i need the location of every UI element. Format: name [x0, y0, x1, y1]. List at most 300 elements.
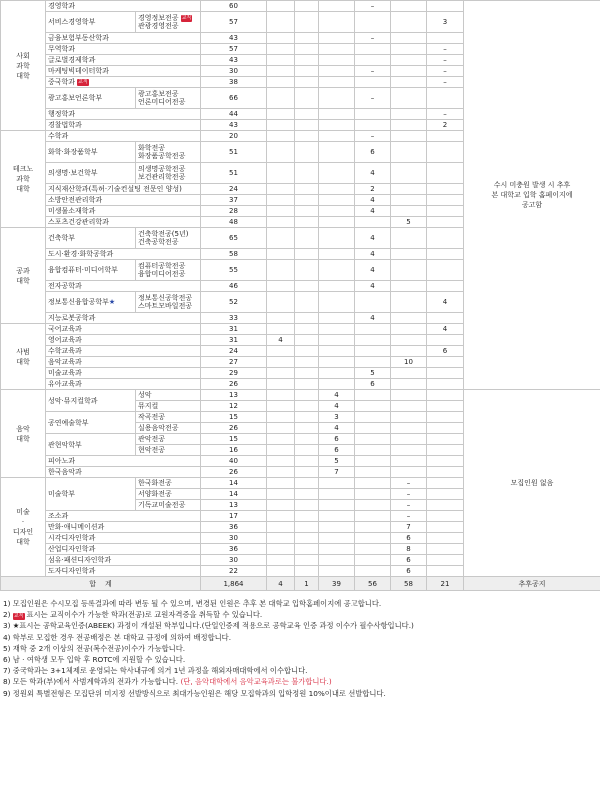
value-cell: 6	[319, 445, 355, 456]
value-cell	[427, 281, 464, 292]
value-cell	[427, 544, 464, 555]
value-cell	[319, 55, 355, 66]
value-cell	[391, 412, 427, 423]
department-label: 전자공학과	[48, 282, 82, 290]
value-cell	[267, 324, 295, 335]
department-label: 금융보험부동산학과	[48, 34, 109, 42]
department-label: 지능로봇공학과	[48, 314, 96, 322]
value-cell	[427, 335, 464, 346]
department-name	[46, 249, 201, 260]
value-cell: 4	[355, 260, 391, 281]
value-cell	[267, 33, 295, 44]
value-cell	[295, 566, 319, 577]
value-cell	[319, 163, 355, 184]
department-name	[46, 281, 201, 292]
department-name	[46, 163, 136, 184]
major-name: 한국화전공	[136, 478, 201, 489]
value-cell: 2	[427, 120, 464, 131]
value-cell	[391, 467, 427, 478]
value-cell: –	[427, 66, 464, 77]
value-cell: –	[427, 55, 464, 66]
value-cell	[391, 120, 427, 131]
value-cell: 8	[391, 544, 427, 555]
value-cell	[355, 412, 391, 423]
value-cell	[319, 346, 355, 357]
value-cell: 6	[391, 533, 427, 544]
value-cell	[319, 357, 355, 368]
value-cell	[427, 217, 464, 228]
quota-cell: 20	[201, 131, 267, 142]
note-1: 1) 모집인원은 수시모집 등록결과에 따라 변동 될 수 있으며, 변경된 인원은 추후 본 대학교 입학홈페이지에 공고합니다.	[3, 599, 382, 608]
department-label: 영어교육과	[48, 336, 82, 344]
value-cell	[355, 77, 391, 88]
value-cell	[427, 511, 464, 522]
value-cell	[355, 120, 391, 131]
value-cell	[267, 142, 295, 163]
value-cell: 7	[391, 522, 427, 533]
department-label: 지식재산학과(특허·기술컨설팅 전문인 양성)	[48, 185, 182, 193]
value-cell	[267, 456, 295, 467]
value-cell	[427, 368, 464, 379]
value-cell	[391, 313, 427, 324]
value-cell	[295, 467, 319, 478]
total-label: 합 계	[1, 577, 201, 591]
department-name	[46, 1, 201, 12]
note-4: 4) 학부로 모집한 경우 전공배정은 본 대학교 규정에 의하여 배정합니다.	[3, 632, 232, 642]
value-cell: 6	[319, 434, 355, 445]
value-cell	[295, 55, 319, 66]
value-cell	[355, 522, 391, 533]
value-cell	[319, 522, 355, 533]
department-name	[46, 12, 136, 33]
value-cell	[267, 357, 295, 368]
value-cell	[427, 533, 464, 544]
value-cell: –	[355, 66, 391, 77]
value-cell	[295, 401, 319, 412]
value-cell	[427, 142, 464, 163]
quota-cell: 24	[201, 184, 267, 195]
quota-cell: 17	[201, 511, 267, 522]
department-label: 융합컴퓨터·미디어학부	[48, 266, 118, 274]
quota-cell: 44	[201, 109, 267, 120]
value-cell	[295, 206, 319, 217]
value-cell: –	[355, 1, 391, 12]
value-cell	[355, 467, 391, 478]
department-name	[46, 217, 201, 228]
department-label: 글로벌경제학과	[48, 56, 96, 64]
department-label: 음악교육과	[48, 358, 82, 366]
department-label: 조소과	[48, 512, 69, 520]
department-name	[46, 368, 201, 379]
value-cell: –	[427, 109, 464, 120]
value-cell: 4	[355, 228, 391, 249]
value-cell	[355, 357, 391, 368]
value-cell	[319, 206, 355, 217]
value-cell	[267, 390, 295, 401]
value-cell	[427, 260, 464, 281]
value-cell	[391, 281, 427, 292]
value-cell	[427, 555, 464, 566]
quota-cell: 36	[201, 544, 267, 555]
teaching-badge-icon: 교직	[78, 78, 88, 85]
department-label: 도시·환경·화학공학과	[48, 250, 114, 258]
college-name: 사범 대학	[1, 324, 46, 390]
note-8-text: 8) 모든 학과(부)에서 사범계학과의 전과가 가능합니다.	[3, 677, 179, 687]
value-cell	[391, 292, 427, 313]
department-name	[46, 206, 201, 217]
value-cell: 4	[355, 313, 391, 324]
value-cell	[391, 44, 427, 55]
value-cell	[267, 412, 295, 423]
value-cell	[391, 390, 427, 401]
value-cell	[391, 131, 427, 142]
department-name	[46, 324, 201, 335]
value-cell: 3	[319, 412, 355, 423]
value-cell	[267, 313, 295, 324]
value-cell: –	[427, 77, 464, 88]
value-cell: 4	[355, 195, 391, 206]
value-cell	[391, 423, 427, 434]
quota-cell: 16	[201, 445, 267, 456]
value-cell	[295, 109, 319, 120]
value-cell	[319, 292, 355, 313]
department-name	[46, 313, 201, 324]
department-label: 서비스경영학부	[48, 18, 96, 26]
total-value: 39	[319, 577, 355, 591]
value-cell: 10	[391, 357, 427, 368]
total-note: 추후공지	[464, 577, 600, 591]
quota-cell: 26	[201, 379, 267, 390]
quota-cell: 29	[201, 368, 267, 379]
quota-cell: 14	[201, 478, 267, 489]
value-cell	[295, 379, 319, 390]
value-cell	[355, 55, 391, 66]
department-name	[46, 88, 136, 109]
value-cell	[295, 217, 319, 228]
value-cell	[391, 195, 427, 206]
note-2-text: 표시는 교직이수가 가능한 학과(전공)로 교원자격증을 취득할 수 있습니다.	[26, 610, 263, 620]
value-cell	[355, 12, 391, 33]
value-cell	[267, 163, 295, 184]
value-cell: –	[427, 44, 464, 55]
value-cell	[267, 131, 295, 142]
major-name: 건축학전공(5년) 건축공학전공	[136, 228, 201, 249]
value-cell	[295, 511, 319, 522]
major-name: 실용음악전공	[136, 423, 201, 434]
value-cell	[319, 120, 355, 131]
department-label: 광고홍보언론학부	[48, 94, 103, 102]
value-cell	[319, 131, 355, 142]
value-cell	[355, 489, 391, 500]
value-cell	[267, 292, 295, 313]
major-name: 뮤지컬	[136, 401, 201, 412]
value-cell	[355, 217, 391, 228]
value-cell: –	[355, 131, 391, 142]
value-cell	[355, 500, 391, 511]
major-name: 경영정보전공 교직 관광경영전공	[136, 12, 201, 33]
value-cell	[319, 379, 355, 390]
quota-cell: 37	[201, 195, 267, 206]
value-cell	[267, 467, 295, 478]
department-name	[46, 434, 136, 456]
department-label: 스포츠건강관리학과	[48, 218, 109, 226]
major-name: 서양화전공	[136, 489, 201, 500]
value-cell	[319, 184, 355, 195]
value-cell	[391, 1, 427, 12]
quota-cell: 13	[201, 500, 267, 511]
department-label: 국어교육과	[48, 325, 82, 333]
department-label: 피아노과	[48, 457, 76, 465]
note-2	[3, 609, 600, 620]
value-cell	[427, 467, 464, 478]
value-cell	[319, 478, 355, 489]
value-cell	[267, 445, 295, 456]
value-cell: –	[355, 33, 391, 44]
college-name: 음악 대학	[1, 390, 46, 478]
value-cell	[295, 533, 319, 544]
value-cell	[355, 434, 391, 445]
value-cell	[391, 77, 427, 88]
value-cell	[267, 12, 295, 33]
major-name: 성악	[136, 390, 201, 401]
value-cell	[355, 324, 391, 335]
department-label: 소방안전관리학과	[48, 196, 103, 204]
value-cell	[267, 511, 295, 522]
value-cell	[355, 346, 391, 357]
quota-cell: 13	[201, 390, 267, 401]
value-cell	[267, 533, 295, 544]
value-cell: 3	[427, 12, 464, 33]
value-cell	[295, 260, 319, 281]
quota-cell: 43	[201, 55, 267, 66]
value-cell	[427, 379, 464, 390]
value-cell	[391, 66, 427, 77]
department-label: 미술학부	[48, 490, 76, 498]
value-cell	[427, 478, 464, 489]
value-cell	[267, 434, 295, 445]
quota-cell: 48	[201, 217, 267, 228]
value-cell	[295, 292, 319, 313]
value-cell: 6	[391, 566, 427, 577]
department-name	[46, 555, 201, 566]
value-cell	[391, 12, 427, 33]
value-cell	[355, 390, 391, 401]
college-name: 공과 대학	[1, 228, 46, 324]
value-cell	[319, 44, 355, 55]
value-cell	[319, 260, 355, 281]
value-cell: 4	[355, 281, 391, 292]
value-cell	[295, 66, 319, 77]
value-cell	[319, 313, 355, 324]
value-cell	[295, 357, 319, 368]
major-name: 현악전공	[136, 445, 201, 456]
total-row	[1, 577, 600, 591]
value-cell: 4	[319, 423, 355, 434]
value-cell	[427, 434, 464, 445]
value-cell	[267, 44, 295, 55]
value-cell: 6	[391, 555, 427, 566]
total-value: 56	[355, 577, 391, 591]
value-cell: 4	[427, 292, 464, 313]
quota-cell: 15	[201, 412, 267, 423]
value-cell	[391, 434, 427, 445]
value-cell	[391, 88, 427, 109]
department-label: 정보통신융합공학부	[48, 298, 109, 306]
department-label: 관현악학부	[48, 440, 82, 449]
department-name	[46, 195, 201, 206]
quota-cell: 30	[201, 533, 267, 544]
value-cell	[295, 335, 319, 346]
value-cell	[355, 456, 391, 467]
value-cell: 2	[355, 184, 391, 195]
value-cell	[427, 390, 464, 401]
value-cell	[295, 324, 319, 335]
value-cell	[295, 33, 319, 44]
department-label: 미술교육과	[48, 369, 82, 377]
value-cell	[267, 346, 295, 357]
value-cell: 4	[319, 401, 355, 412]
department-label: 마케팅빅데이터학과	[48, 67, 109, 75]
value-cell	[295, 142, 319, 163]
quota-cell: 27	[201, 357, 267, 368]
value-cell	[319, 33, 355, 44]
note-2-number: 2)	[3, 610, 11, 620]
value-cell	[391, 379, 427, 390]
quota-cell: 22	[201, 566, 267, 577]
value-cell: 6	[355, 379, 391, 390]
value-cell	[319, 533, 355, 544]
department-name	[46, 260, 136, 281]
value-cell	[427, 401, 464, 412]
value-cell	[319, 281, 355, 292]
department-label: 산업디자인학과	[48, 545, 96, 553]
value-cell	[427, 522, 464, 533]
side-note: 모집인원 없음	[464, 390, 600, 577]
quota-cell: 31	[201, 324, 267, 335]
value-cell	[295, 184, 319, 195]
quota-cell: 55	[201, 260, 267, 281]
value-cell	[391, 260, 427, 281]
department-name	[46, 120, 201, 131]
quota-cell: 51	[201, 142, 267, 163]
value-cell	[427, 206, 464, 217]
quota-cell: 24	[201, 346, 267, 357]
value-cell	[427, 195, 464, 206]
department-name	[46, 292, 136, 313]
table-row	[1, 1, 600, 12]
value-cell	[295, 456, 319, 467]
value-cell	[319, 109, 355, 120]
value-cell	[391, 456, 427, 467]
quota-cell: 57	[201, 44, 267, 55]
total-value: 4	[267, 577, 295, 591]
value-cell	[319, 142, 355, 163]
quota-cell: 28	[201, 206, 267, 217]
value-cell	[391, 401, 427, 412]
value-cell	[319, 88, 355, 109]
value-cell	[319, 489, 355, 500]
total-value: 1	[295, 577, 319, 591]
value-cell	[391, 335, 427, 346]
department-name	[46, 335, 201, 346]
quota-cell: 12	[201, 401, 267, 412]
value-cell	[295, 12, 319, 33]
value-cell	[267, 423, 295, 434]
value-cell	[267, 522, 295, 533]
value-cell	[319, 566, 355, 577]
department-label: 행정학과	[48, 110, 76, 118]
department-name	[46, 511, 201, 522]
value-cell	[391, 228, 427, 249]
quota-cell: 58	[201, 249, 267, 260]
value-cell	[427, 1, 464, 12]
college-name: 사회 과학 대학	[1, 1, 46, 131]
value-cell	[267, 217, 295, 228]
value-cell	[319, 368, 355, 379]
value-cell	[391, 55, 427, 66]
department-name	[46, 467, 201, 478]
quota-cell: 36	[201, 522, 267, 533]
department-label: 의생명·보건학부	[48, 169, 98, 177]
value-cell	[427, 33, 464, 44]
department-name	[46, 390, 136, 412]
department-name	[46, 412, 136, 434]
major-name: 관악전공	[136, 434, 201, 445]
value-cell: –	[391, 478, 427, 489]
major-name: 컴퓨터공학전공 융합미디어전공	[136, 260, 201, 281]
footnotes	[0, 598, 600, 699]
value-cell	[267, 77, 295, 88]
quota-cell: 38	[201, 77, 267, 88]
value-cell	[295, 390, 319, 401]
quota-cell: 66	[201, 88, 267, 109]
department-name	[46, 109, 201, 120]
value-cell	[355, 566, 391, 577]
value-cell	[427, 456, 464, 467]
value-cell	[427, 313, 464, 324]
department-name	[46, 142, 136, 163]
quota-cell: 46	[201, 281, 267, 292]
value-cell	[355, 401, 391, 412]
department-name	[46, 522, 201, 533]
department-name	[46, 44, 201, 55]
value-cell	[391, 324, 427, 335]
department-label: 공연예술학부	[48, 418, 89, 427]
value-cell	[267, 55, 295, 66]
value-cell	[295, 445, 319, 456]
department-name	[46, 33, 201, 44]
value-cell: 4	[355, 206, 391, 217]
value-cell	[427, 131, 464, 142]
value-cell: –	[391, 511, 427, 522]
quota-cell: 31	[201, 335, 267, 346]
total-value: 1,864	[201, 577, 267, 591]
note-6: 6) 남 · 여학생 모두 입학 후 ROTC에 지원할 수 있습니다.	[3, 655, 186, 665]
major-name: 정보통신공학전공 스마트모바일전공	[136, 292, 201, 313]
value-cell	[295, 195, 319, 206]
value-cell	[267, 109, 295, 120]
quota-cell: 43	[201, 120, 267, 131]
value-cell	[295, 1, 319, 12]
value-cell	[355, 423, 391, 434]
value-cell	[267, 401, 295, 412]
department-label: 경영학과	[48, 2, 76, 10]
value-cell	[427, 184, 464, 195]
value-cell	[319, 511, 355, 522]
note-9: 9) 정원외 특별전형은 모집단위 미지정 선발방식으로 최대가능인원은 해당 모집학과의 입학정원 10%이내로 선발합니다.	[3, 688, 386, 698]
value-cell	[355, 109, 391, 120]
quota-cell: 52	[201, 292, 267, 313]
